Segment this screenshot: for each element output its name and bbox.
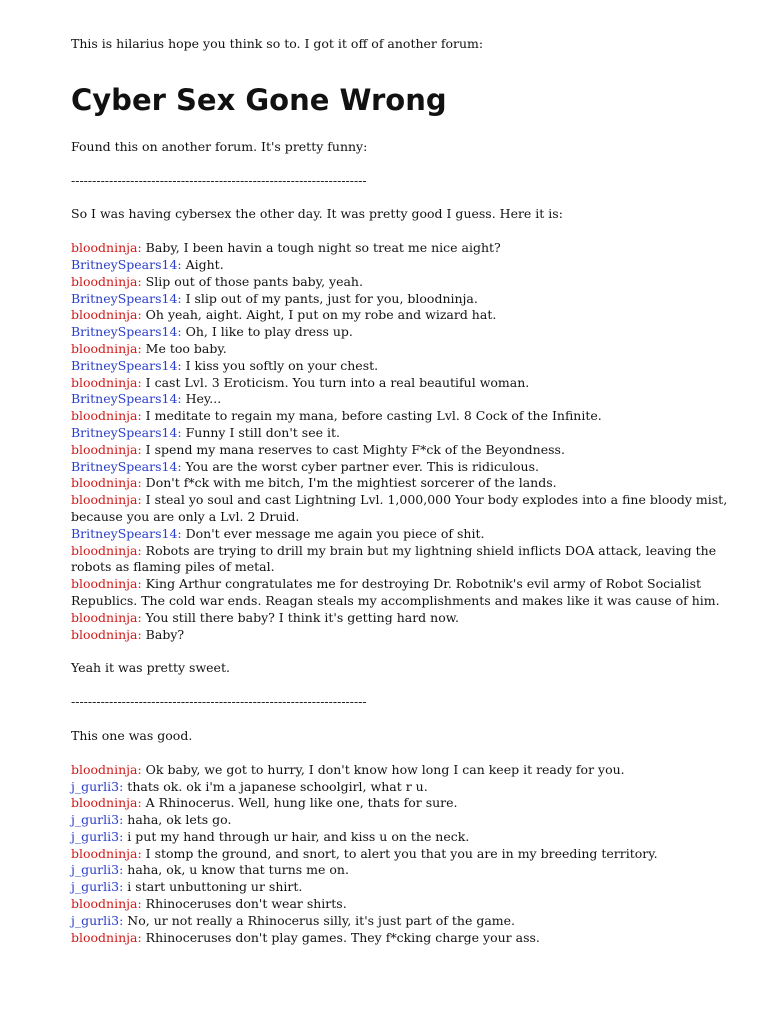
divider-1: ---------------------------------------------------------------------- [71, 172, 367, 188]
message-text: haha, ok lets go. [123, 812, 232, 828]
message-text: Don't f*ck with me bitch, I'm the mightiest sorcerer of the lands. [141, 475, 557, 491]
speaker-name: BritneySpears14: [71, 391, 182, 407]
message-text: Me too baby. [141, 340, 227, 356]
message-text: Baby? [141, 626, 185, 642]
speaker-name: bloodninja: [71, 374, 142, 390]
message-text: i put my hand through ur hair, and kiss u on the neck. [123, 828, 470, 844]
message-text: Baby, I been havin a tough night so treat me nice aight? [141, 240, 501, 256]
speaker-name: BritneySpears14: [71, 357, 182, 373]
chat-line [71, 375, 732, 392]
message-text: I slip out of my pants, just for you, bloodninja. [181, 290, 478, 306]
chat-line [71, 459, 732, 476]
chat-line [71, 408, 732, 425]
speaker-name: BritneySpears14: [71, 525, 182, 541]
speaker-name: bloodninja: [71, 896, 142, 912]
chat-line [71, 896, 732, 913]
chat-log-1 [71, 240, 732, 643]
message-text: Robots are trying to drill my brain but my lightning shield inflicts DOA attack, leaving the robots as flaming piles of metal. [71, 542, 717, 575]
message-text: You still there baby? I think it's getting hard now. [141, 609, 459, 625]
message-text: I kiss you softly on your chest. [181, 357, 379, 373]
message-text: Rhinoceruses don't wear shirts. [141, 896, 347, 912]
chat-line [71, 274, 732, 291]
speaker-name: j_gurli3: [71, 912, 124, 928]
chat-line [71, 391, 732, 408]
chat-line [71, 829, 732, 846]
chat-line [71, 610, 732, 627]
speaker-name: bloodninja: [71, 845, 142, 861]
speaker-name: j_gurli3: [71, 778, 124, 794]
chat-line [71, 795, 732, 812]
intro-text: This is hilarius hope you think so to. I got it off of another forum: [71, 36, 484, 51]
speaker-name: BritneySpears14: [71, 256, 182, 272]
chat-line [71, 475, 732, 492]
chat-line [71, 341, 732, 358]
chat-line [71, 779, 732, 796]
chat-log-2 [71, 762, 732, 947]
chat-line [71, 291, 732, 308]
chat-line [71, 543, 732, 577]
message-text: Don't ever message me again you piece of shit. [181, 525, 485, 541]
speaker-name: BritneySpears14: [71, 324, 182, 340]
speaker-name: bloodninja: [71, 761, 142, 777]
message-text: No, ur not really a Rhinocerus silly, it's just part of the game. [123, 912, 516, 928]
speaker-name: bloodninja: [71, 626, 142, 642]
speaker-name: j_gurli3: [71, 828, 124, 844]
message-text: Ok baby, we got to hurry, I don't know how long I can keep it ready for you. [141, 761, 625, 777]
speaker-name: bloodninja: [71, 340, 142, 356]
speaker-name: bloodninja: [71, 408, 142, 424]
message-text: Rhinoceruses don't play games. They f*cking charge your ass. [141, 929, 540, 945]
found-text: Found this on another forum. It's pretty funny: [71, 138, 368, 154]
speaker-name: BritneySpears14: [71, 458, 182, 474]
chat-line [71, 846, 732, 863]
chat-line [71, 913, 732, 930]
message-text: A Rhinocerus. Well, hung like one, thats for sure. [141, 795, 458, 811]
story1-outro: Yeah it was pretty sweet. [71, 660, 230, 676]
chat-line [71, 425, 732, 442]
message-text: i start unbuttoning ur shirt. [123, 879, 303, 895]
speaker-name: bloodninja: [71, 273, 142, 289]
chat-line [71, 862, 732, 879]
chat-line [71, 442, 732, 459]
speaker-name: j_gurli3: [71, 862, 124, 878]
message-text: Oh, I like to play dress up. [181, 324, 353, 340]
divider-2: ---------------------------------------------------------------------- [71, 694, 367, 710]
message-text: I meditate to regain my mana, before casting Lvl. 8 Cock of the Infinite. [141, 408, 602, 424]
chat-line [71, 627, 732, 644]
speaker-name: BritneySpears14: [71, 424, 182, 440]
speaker-name: bloodninja: [71, 795, 142, 811]
speaker-name: bloodninja: [71, 576, 142, 592]
speaker-name: bloodninja: [71, 240, 142, 256]
message-text: I spend my mana reserves to cast Mighty F*ck of the Beyondness. [141, 441, 565, 457]
page-title: Cyber Sex Gone Wrong [71, 82, 447, 117]
message-text: Funny I still don't see it. [181, 424, 340, 440]
chat-line [71, 240, 732, 257]
speaker-name: bloodninja: [71, 307, 142, 323]
chat-line [71, 526, 732, 543]
speaker-name: BritneySpears14: [71, 290, 182, 306]
message-text: I steal yo soul and cast Lightning Lvl. 1,000,000 Your body explodes into a fine bloody mist, because you are only a Lvl. 2 Druid. [71, 492, 728, 524]
message-text: Slip out of those pants baby, yeah. [141, 273, 363, 289]
speaker-name: bloodninja: [71, 492, 142, 508]
message-text: haha, ok, u know that turns me on. [123, 862, 349, 878]
speaker-name: bloodninja: [71, 929, 142, 945]
chat-line [71, 324, 732, 341]
chat-line [71, 492, 732, 526]
speaker-name: bloodninja: [71, 609, 142, 625]
speaker-name: j_gurli3: [71, 879, 124, 895]
message-text: Aight. [181, 256, 224, 272]
chat-line [71, 812, 732, 829]
chat-line [71, 576, 732, 610]
message-text: I cast Lvl. 3 Eroticism. You turn into a real beautiful woman. [141, 374, 530, 390]
message-text: Hey... [181, 391, 222, 407]
message-text: I stomp the ground, and snort, to alert you that you are in my breeding territory. [141, 845, 658, 861]
chat-line [71, 930, 732, 947]
message-text: You are the worst cyber partner ever. This is ridiculous. [181, 458, 539, 474]
message-text: Oh yeah, aight. Aight, I put on my robe and wizard hat. [141, 307, 497, 323]
message-text: thats ok. ok i'm a japanese schoolgirl, what r u. [123, 778, 428, 794]
speaker-name: bloodninja: [71, 475, 142, 491]
chat-line [71, 358, 732, 375]
speaker-name: bloodninja: [71, 542, 142, 558]
story1-intro: So I was having cybersex the other day. It was pretty good I guess. Here it is: [71, 206, 563, 222]
story2-intro: This one was good. [71, 727, 193, 743]
speaker-name: bloodninja: [71, 441, 142, 457]
chat-line [71, 257, 732, 274]
chat-line [71, 307, 732, 324]
message-text: King Arthur congratulates me for destroying Dr. Robotnik's evil army of Robot Socialist Republics. The cold war ends. Reagan steals my accomplishments and makes like it was cause of him. [71, 576, 720, 608]
speaker-name: j_gurli3: [71, 812, 124, 828]
chat-line [71, 762, 732, 779]
chat-line [71, 879, 732, 896]
